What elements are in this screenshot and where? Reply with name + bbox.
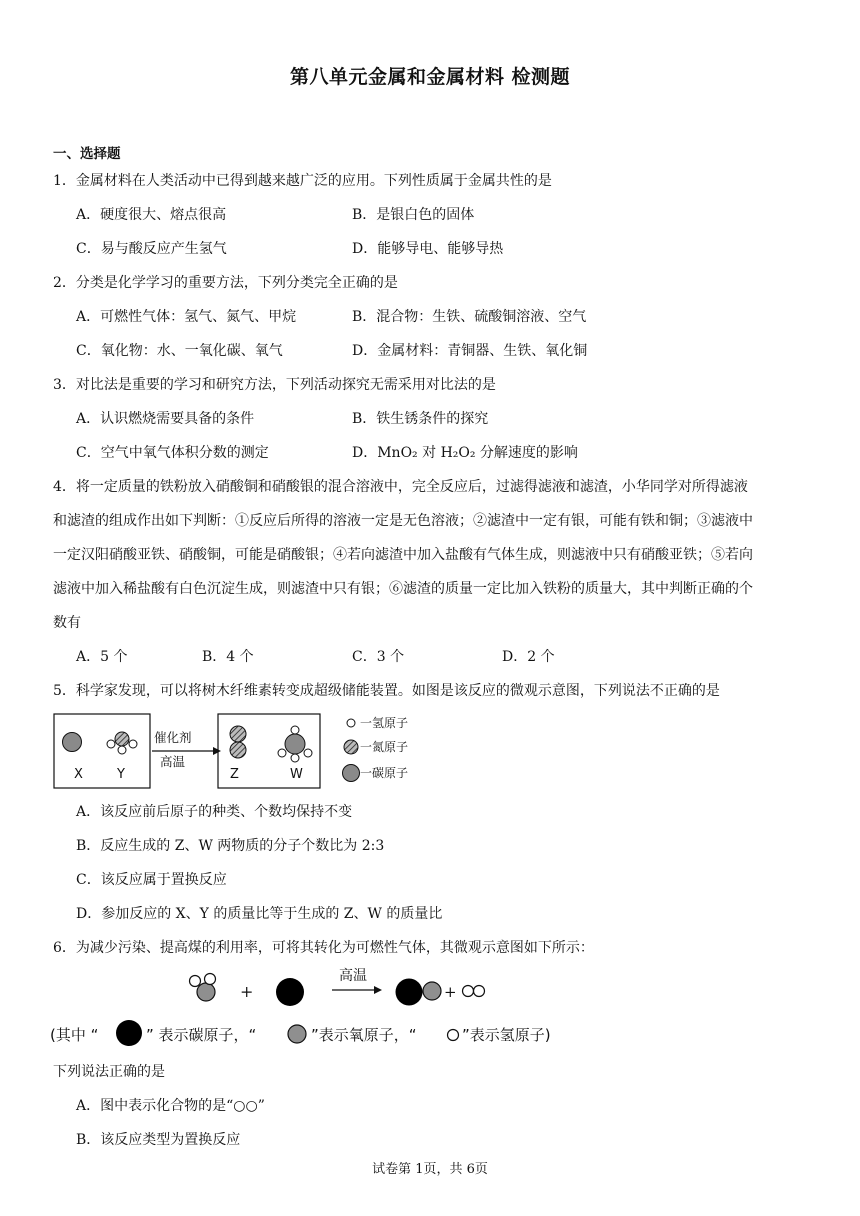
label-x: X (74, 767, 83, 782)
page-footer: 试卷第 1页，共 6页 (372, 1162, 488, 1177)
question-4-stem-line-3: 一定汉阳硝酸亚铁、硝酸铜，可能是硝酸银；④若向滤渣中加入盐酸有气体生成，则滤液中只有硝酸亚铁；⑤若向 (53, 547, 753, 563)
legend-hydrogen-label: 一氢原子 (360, 716, 409, 730)
page-title: 第八单元金属和金属材料 检测题 (289, 66, 571, 88)
legend-oxygen-symbol (286, 1023, 308, 1045)
label-z: Z (230, 767, 239, 782)
question-2-option-c: C．氧化物：水、一氧化碳、氧气 (76, 343, 283, 359)
question-3-option-b: B．铁生锈条件的探究 (352, 411, 489, 427)
question-4-option-b: B．4 个 (202, 649, 254, 665)
carbon-atom (276, 978, 304, 1006)
question-1-option-a: A．硬度很大、熔点很高 (76, 207, 227, 223)
section-heading-choice: 一、选择题 (53, 146, 121, 162)
legend-nitrogen-label: 一氮原子 (360, 740, 409, 754)
question-4-option-a: A．5 个 (76, 649, 128, 665)
question-4-option-c: C．3 个 (352, 649, 405, 665)
label-y: Y (117, 767, 125, 782)
carbon-monoxide-molecule (396, 979, 442, 1006)
legend-carbon-symbol (343, 765, 360, 782)
question-2-option-a: A．可燃性气体：氢气、氮气、甲烷 (76, 309, 297, 325)
plus-sign-1: + (240, 982, 254, 1001)
question-4-stem-line-2: 和滤渣的组成作出如下判断：①反应后所得的溶液一定是无色溶液；②滤渣中一定有银，可能有铁和铜；③滤液中 (53, 513, 753, 529)
question-6-stem: 6．为减少污染、提高煤的利用率，可将其转化为可燃性气体，其微观示意图如下所示： (53, 940, 594, 956)
question-5-option-d: D．参加反应的 X、Y 的质量比等于生成的 Z、W 的质量比 (76, 906, 443, 922)
carbon-atom-x (63, 733, 82, 752)
molecule-z (230, 726, 246, 758)
question-6-option-b: B．该反应类型为置换反应 (76, 1132, 241, 1148)
legend-nitrogen-symbol (344, 740, 358, 754)
question-4-option-d: D．2 个 (502, 649, 555, 665)
water-molecule (190, 974, 216, 1002)
legend-carbon-label: 一碳原子 (360, 766, 409, 780)
question-2-option-d: D．金属材料：青铜器、生铁、氧化铜 (352, 343, 588, 359)
question-5-option-a: A．该反应前后原子的种类、个数均保持不变 (76, 804, 353, 820)
legend-hydrogen-symbol (347, 719, 355, 727)
question-6-option-a: A．图中表示化合物的是“○○” (76, 1098, 265, 1114)
question-3-option-d: D．MnO₂ 对 H₂O₂ 分解速度的影响 (352, 445, 578, 461)
question-6-lead: 下列说法正确的是 (53, 1064, 165, 1080)
question-1-option-c: C．易与酸反应产生氢气 (76, 241, 227, 257)
question-1-stem: 1．金属材料在人类活动中已得到越来越广泛的应用。下列性质属于金属共性的是 (53, 173, 552, 189)
hydrogen-molecule (463, 986, 485, 997)
arrow-label-catalyst: 催化剂 (154, 730, 192, 745)
legend-carbon-text: ” 表示碳原子，“ (146, 1026, 257, 1044)
question-5-stem: 5．科学家发现，可以将树木纤维素转变成超级储能装置。如图是该反应的微观示意图，下列说法不正确的是 (53, 683, 720, 699)
label-w: W (290, 767, 303, 782)
question-5-option-b: B．反应生成的 Z、W 两物质的分子个数比为 2:3 (76, 838, 385, 854)
question-3-stem: 3．对比法是重要的学习和研究方法，下列活动探究无需采用对比法的是 (53, 377, 496, 393)
question-4-stem-line-4: 滤液中加入稀盐酸有白色沉淀生成，则滤渣中只有银；⑥滤渣的质量一定比加入铁粉的质量大，其中判断正确的个 (53, 581, 753, 597)
question-3-option-c: C．空气中氧气体积分数的测定 (76, 445, 269, 461)
arrow-label-high-temp-2: 高温 (339, 968, 367, 984)
legend-hydrogen-text: ”表示氢原子) (462, 1026, 551, 1044)
question-4-stem-line-5: 数有 (53, 615, 81, 631)
legend-prefix: (其中 “ (50, 1026, 99, 1044)
question-3-option-a: A．认识燃烧需要具备的条件 (76, 411, 255, 427)
question-2-option-b: B．混合物：生铁、硫酸铜溶液、空气 (352, 309, 587, 325)
legend-carbon-symbol-2 (114, 1018, 144, 1048)
question-1-option-d: D．能够导电、能够导热 (352, 241, 504, 257)
legend-hydrogen-symbol-2 (446, 1028, 460, 1042)
question-4-stem-line-1: 4．将一定质量的铁粉放入硝酸铜和硝酸银的混合溶液中，完全反应后，过滤得滤液和滤渣，小华同学对所得滤液 (53, 479, 748, 495)
question-2-stem: 2．分类是化学学习的重要方法，下列分类完全正确的是 (53, 275, 398, 291)
plus-sign-2: + (444, 983, 457, 1001)
molecule-y (107, 732, 137, 754)
molecule-w (278, 726, 312, 762)
legend-oxygen-text: ”表示氧原子，“ (311, 1026, 417, 1044)
arrow-label-high-temp: 高温 (160, 754, 186, 769)
question-1-option-b: B．是银白色的固体 (352, 207, 475, 223)
question-5-option-c: C．该反应属于置换反应 (76, 872, 227, 888)
